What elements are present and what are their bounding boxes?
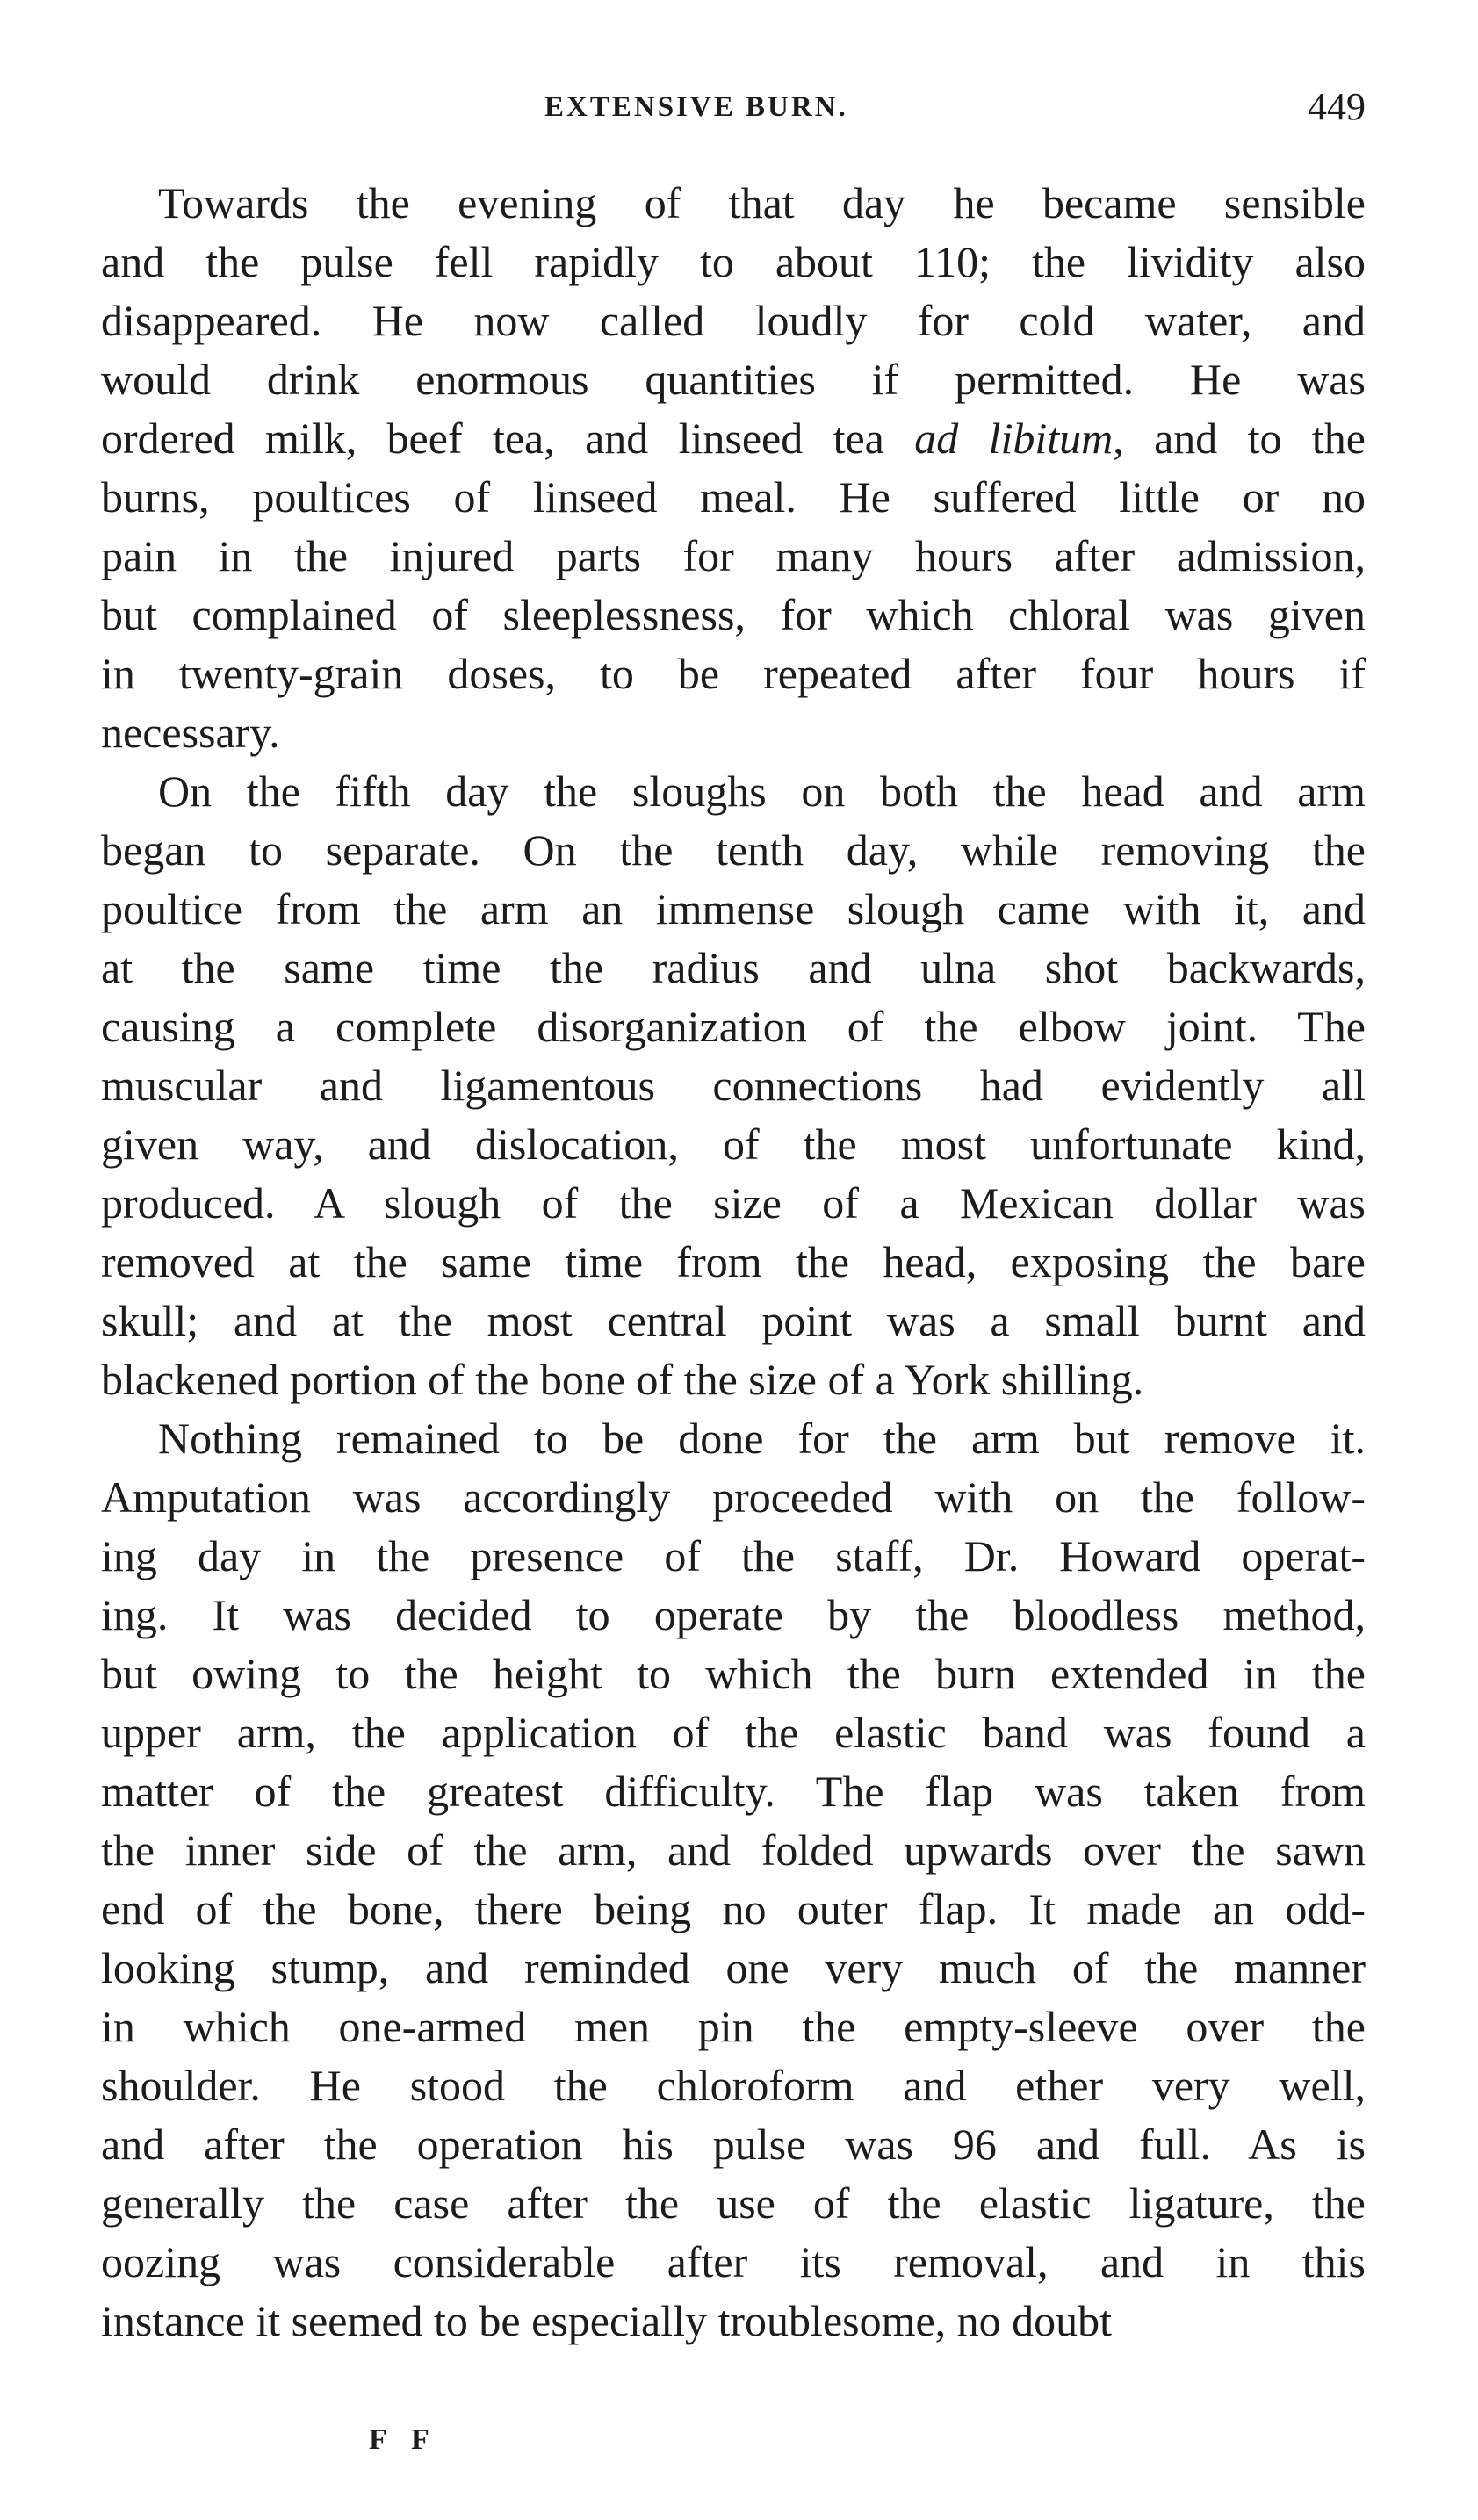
running-title: EXTENSIVE BURN. <box>544 91 848 123</box>
text-line: looking stump, and reminded one very much of the manner <box>101 1943 1366 1992</box>
text-line: poultice from the arm an immense slough came with it, and <box>101 884 1366 933</box>
text-line: began to separate. On the tenth day, while removing the <box>101 825 1366 875</box>
text-line: burns, poultices of linseed meal. He suffered little or no <box>101 472 1366 522</box>
text-line: but owing to the height to which the burn extended in the <box>101 1649 1366 1698</box>
text-line: but complained of sleeplessness, for which chloral was given <box>101 590 1366 639</box>
text-line: at the same time the radius and ulna shot backwards, <box>101 943 1366 992</box>
paragraph <box>101 174 1366 762</box>
text-line: ordered milk, beef tea, and linseed tea ad libitum, and to the <box>101 414 1366 463</box>
text-line: ing day in the presence of the staff, Dr. Howard operat- <box>101 1531 1366 1580</box>
body-text <box>101 174 1366 2351</box>
text-line: removed at the same time from the head, exposing the bare <box>101 1237 1366 1286</box>
text-line: in twenty-grain doses, to be repeated after four hours if <box>101 649 1366 698</box>
text-line: upper arm, the application of the elastic band was found a <box>101 1708 1366 1757</box>
text-line: On the fifth day the sloughs on both the head and arm <box>158 767 1366 816</box>
text-line: produced. A slough of the size of a Mexican dollar was <box>101 1178 1366 1228</box>
text-line: and after the operation his pulse was 96 and full. As is <box>101 2120 1366 2169</box>
text-line: and the pulse fell rapidly to about 110; the lividity also <box>101 237 1366 286</box>
text-line: skull; and at the most central point was a small burnt and <box>101 1296 1366 1345</box>
signature-mark: F F <box>369 2423 438 2456</box>
text-line: blackened portion of the bone of the size of a York shilling. <box>101 1355 1144 1404</box>
text-line: causing a complete disorganization of the elbow joint. The <box>101 1002 1366 1051</box>
text-line: given way, and dislocation, of the most unfortunate kind, <box>101 1120 1366 1169</box>
text-line: muscular and ligamentous connections had evidently all <box>101 1061 1366 1110</box>
text-line: the inner side of the arm, and folded upwards over the sawn <box>101 1825 1366 1875</box>
paragraph <box>101 1409 1366 2351</box>
text-line: ing. It was decided to operate by the bloodless method, <box>101 1590 1366 1639</box>
text-line: Nothing remained to be done for the arm but remove it. <box>158 1414 1366 1463</box>
text-line: generally the case after the use of the elastic ligature, the <box>101 2178 1366 2228</box>
text-line: would drink enormous quantities if permitted. He was <box>101 355 1366 404</box>
text-line: Amputation was accordingly proceeded with on the follow- <box>101 1472 1366 1522</box>
text-line: shoulder. He stood the chloroform and ether very well, <box>101 2061 1366 2110</box>
text-line: in which one-armed men pin the empty-sleeve over the <box>101 2002 1366 2051</box>
text-line: end of the bone, there being no outer flap. It made an odd- <box>101 1884 1366 1933</box>
page-number: 449 <box>1308 85 1366 128</box>
text-line: oozing was considerable after its removal, and in this <box>101 2237 1366 2286</box>
text-line: necessary. <box>101 708 280 757</box>
paragraph <box>101 762 1366 1409</box>
latin-phrase: ad libitum <box>914 414 1114 463</box>
text-line: instance it seemed to be especially troublesome, no doubt <box>101 2296 1113 2345</box>
text-line: disappeared. He now called loudly for cold water, and <box>101 296 1366 345</box>
text-line: Towards the evening of that day he became sensible <box>158 178 1366 227</box>
running-head <box>101 84 1366 137</box>
text-line: pain in the injured parts for many hours after admission, <box>101 531 1366 580</box>
text-line: matter of the greatest difficulty. The flap was taken from <box>101 1767 1366 1816</box>
